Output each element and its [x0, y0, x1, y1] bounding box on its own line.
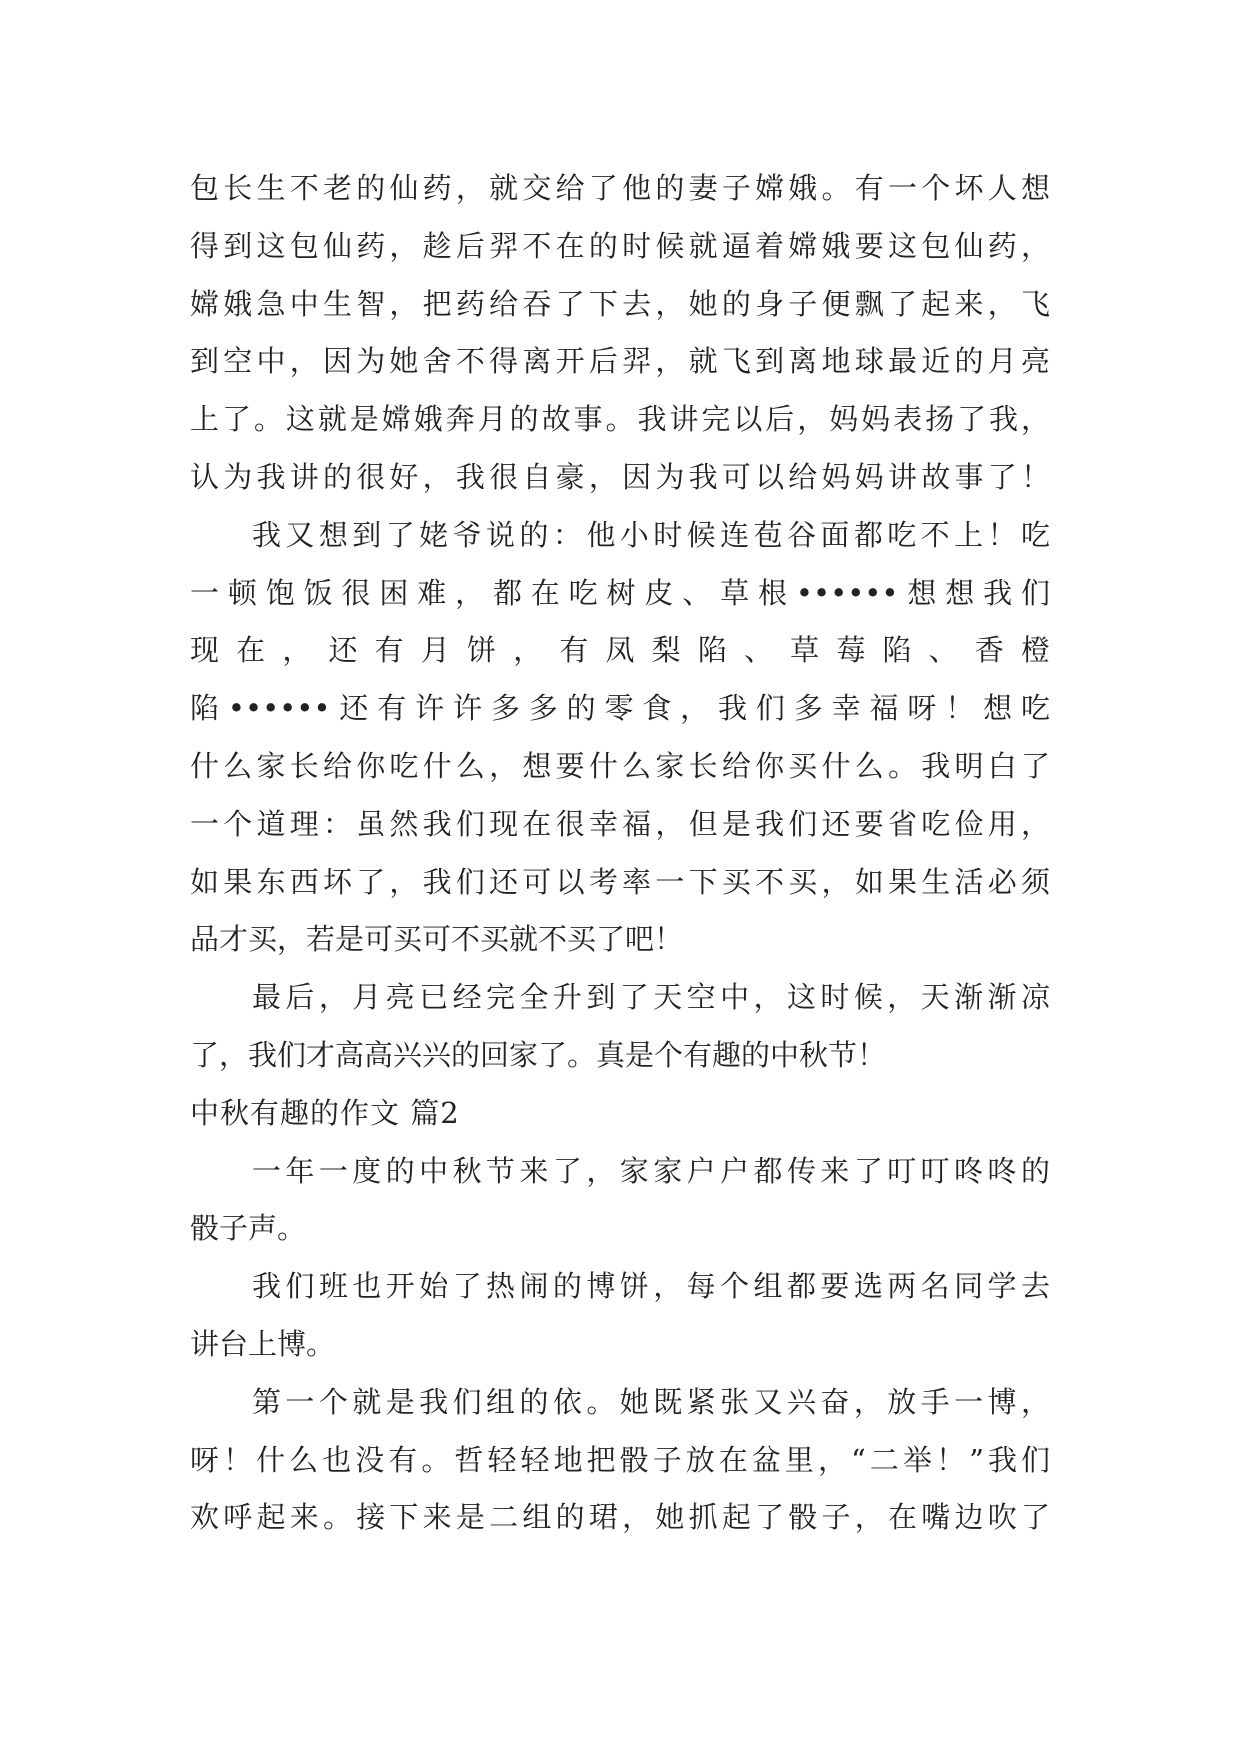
- text-line: 我又想到了姥爷说的：他小时候连苞谷面都吃不上！吃: [252, 517, 1050, 552]
- text-line: 一年一度的中秋节来了，家家户户都传来了叮叮咚咚的: [252, 1153, 1050, 1188]
- paragraph: [190, 1258, 1050, 1374]
- text-line: 讲台上博。: [190, 1326, 336, 1361]
- text-line: 到空中，因为她舍不得离开后羿，就飞到离地球最近的月亮: [190, 344, 1050, 379]
- text-line: 第一个就是我们组的依。她既紧张又兴奋，放手一博，: [252, 1384, 1050, 1419]
- text-line: 包长生不老的仙药，就交给了他的妻子嫦娥。有一个坏人想: [190, 171, 1050, 205]
- document-body: [190, 160, 1050, 1547]
- text-line: 认为我讲的很好，我很自豪，因为我可以给妈妈讲故事了！: [190, 459, 1050, 494]
- text-line: 了，我们才高高兴兴的回家了。真是个有趣的中秋节！: [190, 1037, 887, 1072]
- text-line: 最后，月亮已经完全升到了天空中，这时候，天渐渐凉: [252, 980, 1050, 1015]
- text-line: 欢呼起来。接下来是二组的珺，她抓起了骰子，在嘴边吹了: [190, 1500, 1050, 1535]
- text-line: 陷••••••还有许许多多的零食，我们多幸福呀！想吃: [190, 691, 1050, 726]
- text-line: 现在，还有月饼，有凤梨陷、草莓陷、香橙: [190, 633, 1050, 668]
- text-line: 嫦娥急中生智，把药给吞了下去，她的身子便飘了起来，飞: [190, 286, 1050, 321]
- text-line: 我们班也开始了热闹的博饼，每个组都要选两名同学去: [252, 1269, 1050, 1304]
- text-line: 骰子声。: [190, 1211, 307, 1246]
- text-line: 什么家长给你吃什么，想要什么家长给你买什么。我明白了: [190, 748, 1050, 783]
- paragraph: [190, 969, 1050, 1085]
- text-line: 一个道理：虽然我们现在很幸福，但是我们还要省吃俭用，: [190, 806, 1050, 841]
- text-line: 上了。这就是嫦娥奔月的故事。我讲完以后，妈妈表扬了我，: [190, 402, 1050, 437]
- paragraph: [190, 507, 1050, 969]
- paragraph: [190, 1374, 1050, 1547]
- text-line: 呀！什么也没有。哲轻轻地把骰子放在盆里，“二举！”我们: [190, 1442, 1050, 1477]
- paragraph: [190, 160, 1050, 507]
- text-line: 得到这包仙药，趁后羿不在的时候就逼着嫦娥要这包仙药，: [190, 228, 1050, 263]
- text-line: 品才买，若是可买可不买就不买了吧！: [190, 922, 684, 957]
- paragraph: [190, 1143, 1050, 1259]
- text-line: 一顿饱饭很困难，都在吃树皮、草根••••••想想我们: [190, 575, 1050, 610]
- text-line: 如果东西坏了，我们还可以考率一下买不买，如果生活必须: [190, 864, 1050, 899]
- section-heading: 中秋有趣的作文 篇2: [190, 1095, 460, 1130]
